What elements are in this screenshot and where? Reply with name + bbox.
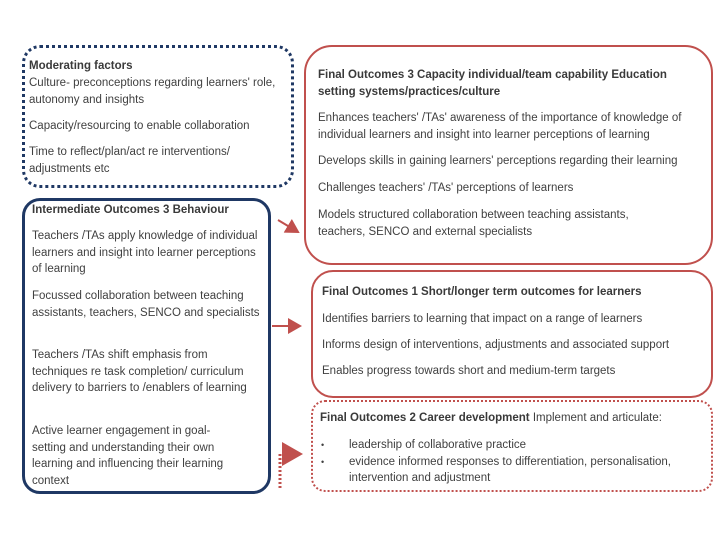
final2-intro: Implement and articulate: xyxy=(532,412,662,424)
moderating-capacity: Capacity/resourcing to enable collaboration xyxy=(29,120,250,132)
final2-bullet-list xyxy=(321,437,696,487)
arrow-to-final-3 xyxy=(278,220,298,232)
intermediate-title: Intermediate Outcomes 3 Behaviour xyxy=(32,204,229,216)
final3-item: Challenges teachers' /TAs' perceptions of learners xyxy=(318,182,574,194)
intermediate-item: Teachers /TAs shift emphasis from techniques re task completion/ curriculum delivery to barriers to /enablers of learning xyxy=(32,349,247,394)
moderating-culture: Culture- preconceptions regarding learners' role, autonomy and insights xyxy=(29,77,276,106)
moderating-title: Moderating factors xyxy=(29,60,133,72)
dotted-arrow-to-final-2 xyxy=(280,454,300,488)
final1-item: Identifies barriers to learning that impact on a range of learners xyxy=(322,313,643,325)
intermediate-item: Teachers /TAs apply knowledge of individual learners and insight into learner perceptions of learning xyxy=(32,230,258,275)
final1-title: Final Outcomes 1 Short/longer term outcomes for learners xyxy=(322,286,642,298)
intermediate-item: Active learner engagement in goal-setting and understanding their own learning and influencing their learning context xyxy=(32,425,224,487)
final1-item: Informs design of interventions, adjustments and associated support xyxy=(322,339,670,351)
moderating-time: Time to reflect/plan/act re interventions/ adjustments etc xyxy=(29,146,230,175)
final3-item: Models structured collaboration between teaching assistants, teachers, SENCO and external specialists xyxy=(318,209,629,238)
final3-item: Develops skills in gaining learners' perceptions regarding their learning xyxy=(318,155,678,167)
final2-bullet: • leadership of collaborative practice xyxy=(321,437,696,454)
final2-bullet: • evidence informed responses to differentiation, personalisation, intervention and adjustment xyxy=(321,454,696,487)
intermediate-item: Focussed collaboration between teaching assistants, teachers, SENCO and specialists xyxy=(32,290,260,319)
final1-item: Enables progress towards short and medium-term targets xyxy=(322,365,616,377)
final3-item: Enhances teachers' /TAs' awareness of the importance of knowledge of individual learners and insight into learner perceptions of learning xyxy=(318,112,682,141)
final2-title: Final Outcomes 2 Career development xyxy=(320,412,530,424)
final2-heading xyxy=(320,410,710,427)
final3-title: Final Outcomes 3 Capacity individual/team capability Education setting systems/practices/culture xyxy=(318,69,667,98)
